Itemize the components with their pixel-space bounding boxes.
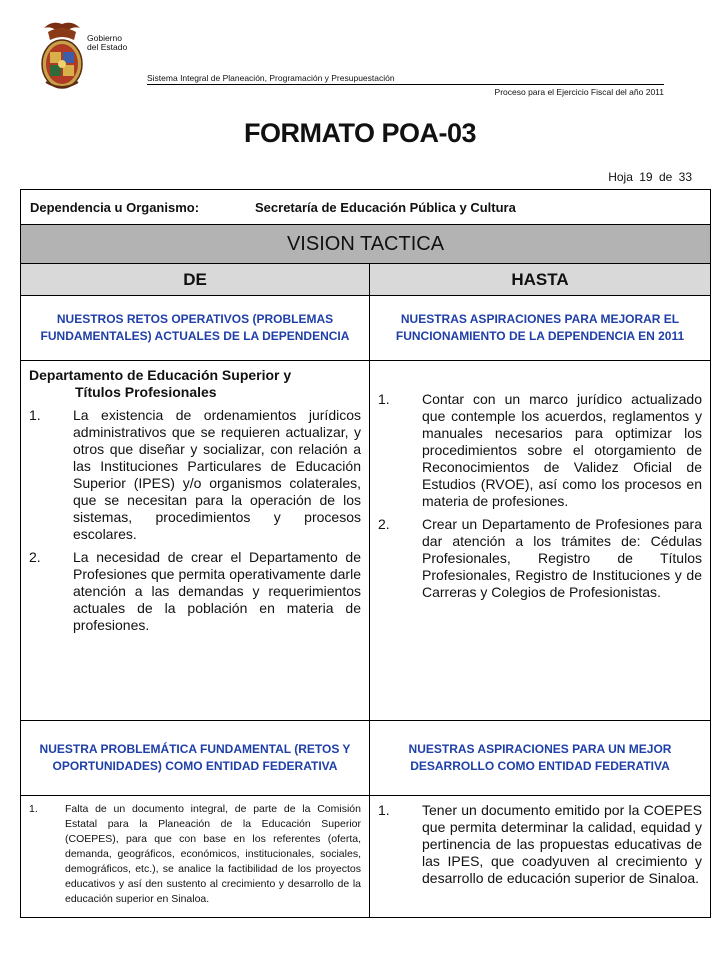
list-item: 2. Crear un Departamento de Profesiones para dar atención a los trámites de: Cédulas Profesionales, Registro de Títulos Profesionales, Registro de Instituciones y de Carreras y Colegios de Profesionistas. [378,516,702,600]
retos-operativos-header: NUESTROS RETOS OPERATIVOS (PROBLEMAS FUNDAMENTALES) ACTUALES DE LA DEPENDENCIA [21,296,370,361]
problematica-header: NUESTRA PROBLEMÁTICA FUNDAMENTAL (RETOS Y OPORTUNIDADES) COMO ENTIDAD FEDERATIVA [21,721,370,796]
column-hasta: HASTA [370,264,711,296]
problematica-cell [21,796,370,918]
aspiraciones-dependencia-header: NUESTRAS ASPIRACIONES PARA MEJORAR EL FUNCIONAMIENTO DE LA DEPENDENCIA EN 2011 [370,296,711,361]
state-seal-icon [38,18,86,94]
vision-tactica-header: VISION TACTICA [21,225,711,264]
aspiraciones-dependencia-cell [370,361,711,721]
aspiraciones-entidad-header: NUESTRAS ASPIRACIONES PARA UN MEJOR DESARROLLO COMO ENTIDAD FEDERATIVA [370,721,711,796]
dependencia-label: Dependencia u Organismo: [30,199,200,215]
list-item: 1. La existencia de ordenamientos jurídicos administrativos que se requieren actualizar, y otros que diseñar y socializar, con relación a las Instituciones Particulares de Educación Superior (IPES) y/o organismos colaterales, que se necesitan para la operación de los sistemas, procedimientos y procesos escolares. [29,407,361,542]
header-rule [147,84,664,85]
list-item: 1. Falta de un documento integral, de parte de la Comisión Estatal para la Planeación de la Educación Superior (COEPES), para que con base en los referentes (oferta, demanda, geográficos, económicos, institucionales, sociales, demográficos, etc.), se analice la factibilidad de los proyectos educativos y así den sustento al crecimiento y desarrollo de la educación superior en Sinaloa. [29,803,361,905]
dependencia-row [21,190,711,225]
department-heading: Departamento de Educación Superior y Títulos Profesionales [29,367,292,400]
list-item: 1. Tener un documento emitido por la COEPES que permita determinar la calidad, equidad y pertinencia de las propuestas educativas de las IPES, que coadyuven al crecimiento y desarrollo de educación superior de Sinaloa. [378,802,702,886]
poa-table [20,189,711,918]
process-label: Proceso para el Ejercicio Fiscal del año 2011 [494,87,664,97]
dependencia-value: Secretaría de Educación Pública y Cultura [255,199,516,215]
page-title: FORMATO POA-03 [243,118,477,148]
column-de: DE [21,264,370,296]
page-number: Hoja 19 de 33 [608,170,692,184]
gobierno-label: Gobierno del Estado [87,33,128,52]
list-item: 1. Contar con un marco jurídico actualizado que contemple los acuerdos, reglamentos y manuales necesarios para optimizar los procedimientos sobre el otorgamiento de Reconocimientos de Validez Oficial de Estudios (RVOE), así como los procesos en materia de profesiones. [378,391,702,509]
system-name: Sistema Integral de Planeación, Programación y Presupuestación [147,73,395,83]
aspiraciones-entidad-cell [370,796,711,918]
retos-operativos-cell [21,361,370,721]
list-item: 2. La necesidad de crear el Departamento de Profesiones que permita operativamente darle atención a las demandas y requerimientos actuales de la población en materia de profesiones. [29,549,361,633]
